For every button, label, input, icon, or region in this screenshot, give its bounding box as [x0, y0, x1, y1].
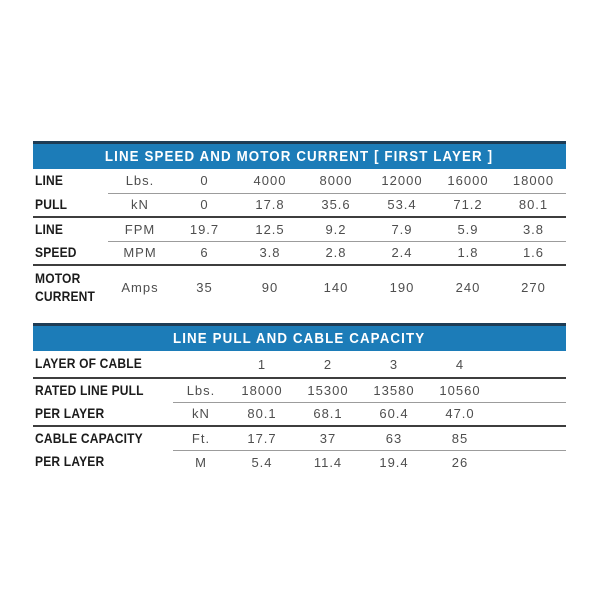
value-cell: 3	[361, 351, 427, 378]
value-cell: 0	[172, 193, 237, 217]
row-label: MOTOR CURRENT	[35, 270, 96, 304]
value-cell: 1.8	[435, 241, 501, 265]
unit-cell: kN	[108, 193, 172, 217]
unit-cell: Amps	[121, 280, 159, 295]
table-row	[33, 450, 566, 474]
filler-cell	[493, 378, 566, 402]
value-cell: 270	[521, 280, 546, 295]
value-cell: 80.1	[501, 193, 566, 217]
value-cell: 5.9	[435, 217, 501, 241]
table-spacer	[33, 309, 566, 323]
value-cell: 8000	[303, 169, 369, 193]
row-label: LINE	[35, 172, 64, 189]
filler-cell	[493, 426, 566, 450]
row-label: PER LAYER	[35, 453, 105, 470]
value-cell: 190	[389, 280, 415, 295]
value-cell: 2.4	[369, 241, 435, 265]
unit-cell: Lbs.	[173, 378, 229, 402]
row-label: LAYER OF CABLE	[33, 351, 173, 378]
value-cell: 9.2	[303, 217, 369, 241]
row-label: SPEED	[33, 241, 108, 265]
row-label: CABLE CAPACITY	[35, 429, 143, 446]
table-row	[33, 351, 566, 378]
table-row	[33, 169, 566, 193]
row-label: PULL	[33, 193, 108, 217]
table1-header-bar	[33, 141, 566, 169]
table-row	[33, 265, 566, 309]
value-cell: 71.2	[435, 193, 501, 217]
value-cell: 11.4	[313, 454, 343, 470]
value-cell: 18000	[501, 169, 566, 193]
value-cell: 37	[295, 426, 361, 450]
value-cell: 53.4	[369, 193, 435, 217]
filler-cell	[493, 402, 566, 426]
value-cell: 35	[196, 280, 213, 295]
value-cell: 3.8	[237, 241, 303, 265]
unit-cell: kN	[173, 402, 229, 426]
value-cell: 4000	[237, 169, 303, 193]
value-cell: 80.1	[229, 402, 295, 426]
value-cell: 26	[451, 454, 469, 470]
value-cell: 63	[361, 426, 427, 450]
filler-cell	[493, 450, 566, 474]
value-cell: 60.4	[361, 402, 427, 426]
value-cell: 12000	[369, 169, 435, 193]
value-cell: 7.9	[369, 217, 435, 241]
table-row	[33, 426, 566, 450]
value-cell: 19.7	[172, 217, 237, 241]
value-cell: 4	[427, 351, 493, 378]
value-cell: 17.7	[229, 426, 295, 450]
row-label: PER LAYER	[33, 402, 173, 426]
unit-cell: MPM	[108, 241, 172, 265]
table-row	[33, 378, 566, 402]
value-cell: 6	[172, 241, 237, 265]
unit-cell: Ft.	[173, 426, 229, 450]
row-label: RATED LINE PULL	[35, 381, 144, 398]
unit-cell: Lbs.	[108, 169, 172, 193]
line-speed-motor-current-table	[33, 169, 566, 309]
value-cell: 2.8	[303, 241, 369, 265]
filler-cell	[493, 351, 566, 378]
table2-header-bar	[33, 323, 566, 351]
row-label: LINE	[35, 220, 64, 237]
table1-title: LINE SPEED AND MOTOR CURRENT [ FIRST LAYER ]	[105, 149, 494, 165]
value-cell: 5.4	[251, 454, 273, 470]
value-cell: 85	[427, 426, 493, 450]
value-cell: 17.8	[237, 193, 303, 217]
value-cell: 140	[323, 280, 349, 295]
value-cell: 68.1	[295, 402, 361, 426]
unit-cell	[173, 351, 229, 378]
value-cell: 3.8	[501, 217, 566, 241]
table2-title: LINE PULL AND CABLE CAPACITY	[173, 331, 426, 347]
value-cell: 35.6	[303, 193, 369, 217]
value-cell: 240	[455, 280, 481, 295]
value-cell: 0	[172, 169, 237, 193]
value-cell: 19.4	[379, 454, 409, 470]
table-row	[33, 402, 566, 426]
table-row	[33, 241, 566, 265]
value-cell: 1.6	[501, 241, 566, 265]
value-cell: 13580	[361, 378, 427, 402]
spec-sheet	[33, 141, 566, 474]
value-cell: 18000	[229, 378, 295, 402]
value-cell: 12.5	[237, 217, 303, 241]
unit-cell: M	[195, 454, 207, 470]
value-cell: 10560	[427, 378, 493, 402]
value-cell: 16000	[435, 169, 501, 193]
value-cell: 90	[261, 280, 279, 295]
value-cell: 47.0	[427, 402, 493, 426]
line-pull-cable-capacity-table	[33, 351, 566, 474]
value-cell: 1	[229, 351, 295, 378]
value-cell: 2	[295, 351, 361, 378]
value-cell: 15300	[295, 378, 361, 402]
unit-cell: FPM	[108, 217, 172, 241]
table-row	[33, 217, 566, 241]
table-row	[33, 193, 566, 217]
